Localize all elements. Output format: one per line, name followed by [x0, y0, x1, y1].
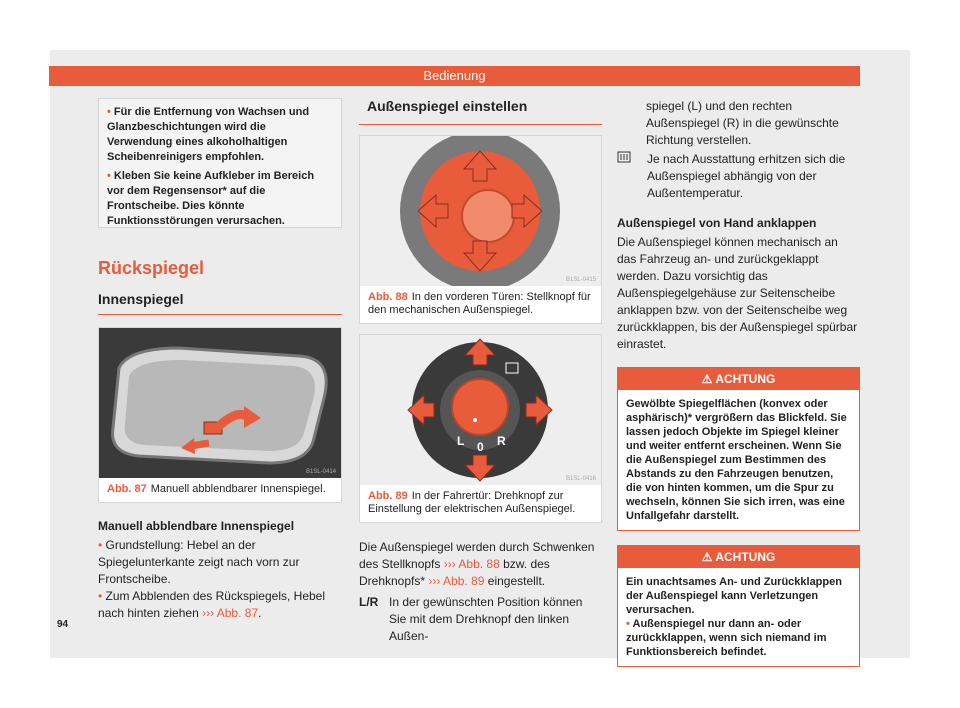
figure-caption: Abb. 89 In der Fahrertür: Drehknopf zur Einstellung der elektrischen Außenspiegel.	[368, 490, 576, 515]
figure-link[interactable]: ››› Abb. 89	[428, 574, 485, 588]
figure-code: B1SL-0415	[565, 277, 596, 283]
figure-code: B1SL-0414	[305, 469, 336, 475]
figure-link[interactable]: ››› Abb. 88	[443, 557, 500, 571]
note-item: • Für die Entfernung von Wachsen und Glanzbeschichtungen wird die Verwendung eines alkoholhaltigen Scheibenreinigers empfohlen.	[107, 106, 310, 163]
body-text	[98, 537, 342, 622]
section-title: Außenspiegel einstellen	[367, 98, 528, 114]
section-title: Rückspiegel	[98, 258, 205, 278]
figure-link[interactable]: ››› Abb. 87	[202, 606, 259, 620]
page-number: 94	[57, 619, 69, 630]
warning-header: ⚠ ACHTUNG	[618, 368, 859, 390]
interior-mirror-image	[99, 328, 341, 478]
middle-column	[359, 98, 602, 645]
note-item: • Kleben Sie keine Aufkleber im Bereich vor dem Regensensor* auf die Frontscheibe. Dies könnte Funktionsstörungen verursachen.	[107, 170, 315, 227]
item-label: L/R	[359, 595, 379, 609]
item-lr	[359, 594, 602, 645]
warning-text: Ein unachtsames An- und Zurückklappen der Außenspiegel kann Verletzungen verursachen. • Außenspiegel nur dann an- oder zurückklappen, wenn sich niemand im Funktionsbereich befindet.	[626, 576, 842, 658]
body-text	[617, 98, 860, 202]
warning-box	[617, 367, 860, 531]
figure-88	[359, 135, 602, 324]
knob-label-r: R	[497, 434, 506, 448]
item-text: Je nach Ausstattung erhitzen sich die Außenspiegel abhängig von der Außentemperatur.	[647, 152, 846, 200]
bullet-item: • Grundstellung: Hebel an der Spiegelunterkante zeigt nach vorn zur Frontscheibe.	[98, 538, 300, 586]
item-heat	[617, 151, 860, 202]
note-box	[98, 98, 342, 228]
subheading: Außenspiegel von Hand anklappen	[617, 216, 817, 230]
subsection-title: Innenspiegel	[98, 291, 184, 307]
subheading: Manuell abblendbare Innenspiegel	[98, 519, 295, 533]
item-text: In der gewünschten Position können Sie mit dem Drehknopf den linken Außen-	[389, 595, 583, 643]
knob-label-0: 0	[477, 440, 484, 454]
body-text: Die Außenspiegel können mechanisch an das Fahrzeug an- und zurückgeklappt werden. Dazu vorsichtig das Außenspiegelgehäuse zur Seitenscheibe anklappen bzw. von der Seitenscheibe weg zurückklappen, bis der Außenspiegel spürbar einrastet.	[617, 235, 858, 351]
figure-87	[98, 327, 342, 503]
right-column	[617, 98, 860, 667]
divider	[359, 124, 602, 125]
left-column	[98, 98, 342, 622]
divider	[98, 314, 342, 315]
figure-89	[359, 334, 602, 523]
electric-knob-image	[360, 335, 601, 485]
warning-icon: ⚠	[701, 372, 716, 386]
figure-caption: Abb. 88 In den vorderen Türen: Stellknopf für den mechanischen Außenspiegel.	[368, 291, 591, 316]
body-text: Die Außenspiegel werden durch Schwenken des Stellknopfs ››› Abb. 88 bzw. des Drehknopfs* ››› Abb. 89 eingestellt. L/R In der gewünschten Position können Sie mit dem Drehknopf den linken Außen-	[359, 539, 602, 645]
warning-icon: ⚠	[701, 550, 716, 564]
figure-caption: Abb. 87 Manuell abblendbarer Innenspiegel.	[107, 483, 326, 495]
warning-box	[617, 545, 860, 667]
item-text: spiegel (L) und den rechten Außenspiegel (R) in die gewünschte Richtung verstellen.	[646, 99, 839, 147]
warning-header: ⚠ ACHTUNG	[618, 546, 859, 568]
mechanical-knob-image	[360, 136, 601, 286]
bullet-item: • Zum Abblenden des Rückspiegels, Hebel nach hinten ziehen ››› Abb. 87.	[98, 589, 326, 620]
figure-code: B1SL-0416	[565, 476, 596, 482]
heated-mirror-icon	[617, 151, 647, 202]
warning-text: Gewölbte Spiegelflächen (konvex oder asphärisch)* vergrößern das Blickfeld. Sie lassen jedoch Objekte im Spiegel kleiner und weiter entfernt erscheinen. Wenn Sie die Außenspiegel zum Bestimmen des Abstands zu den Fahrzeugen benutzen, die von hinten kommen, um die Spur zu wechseln, können Sie sich irren, was eine Unfallgefahr darstellt.	[626, 398, 847, 522]
page-header: Bedienung	[49, 66, 860, 86]
knob-label-l: L	[457, 434, 465, 448]
